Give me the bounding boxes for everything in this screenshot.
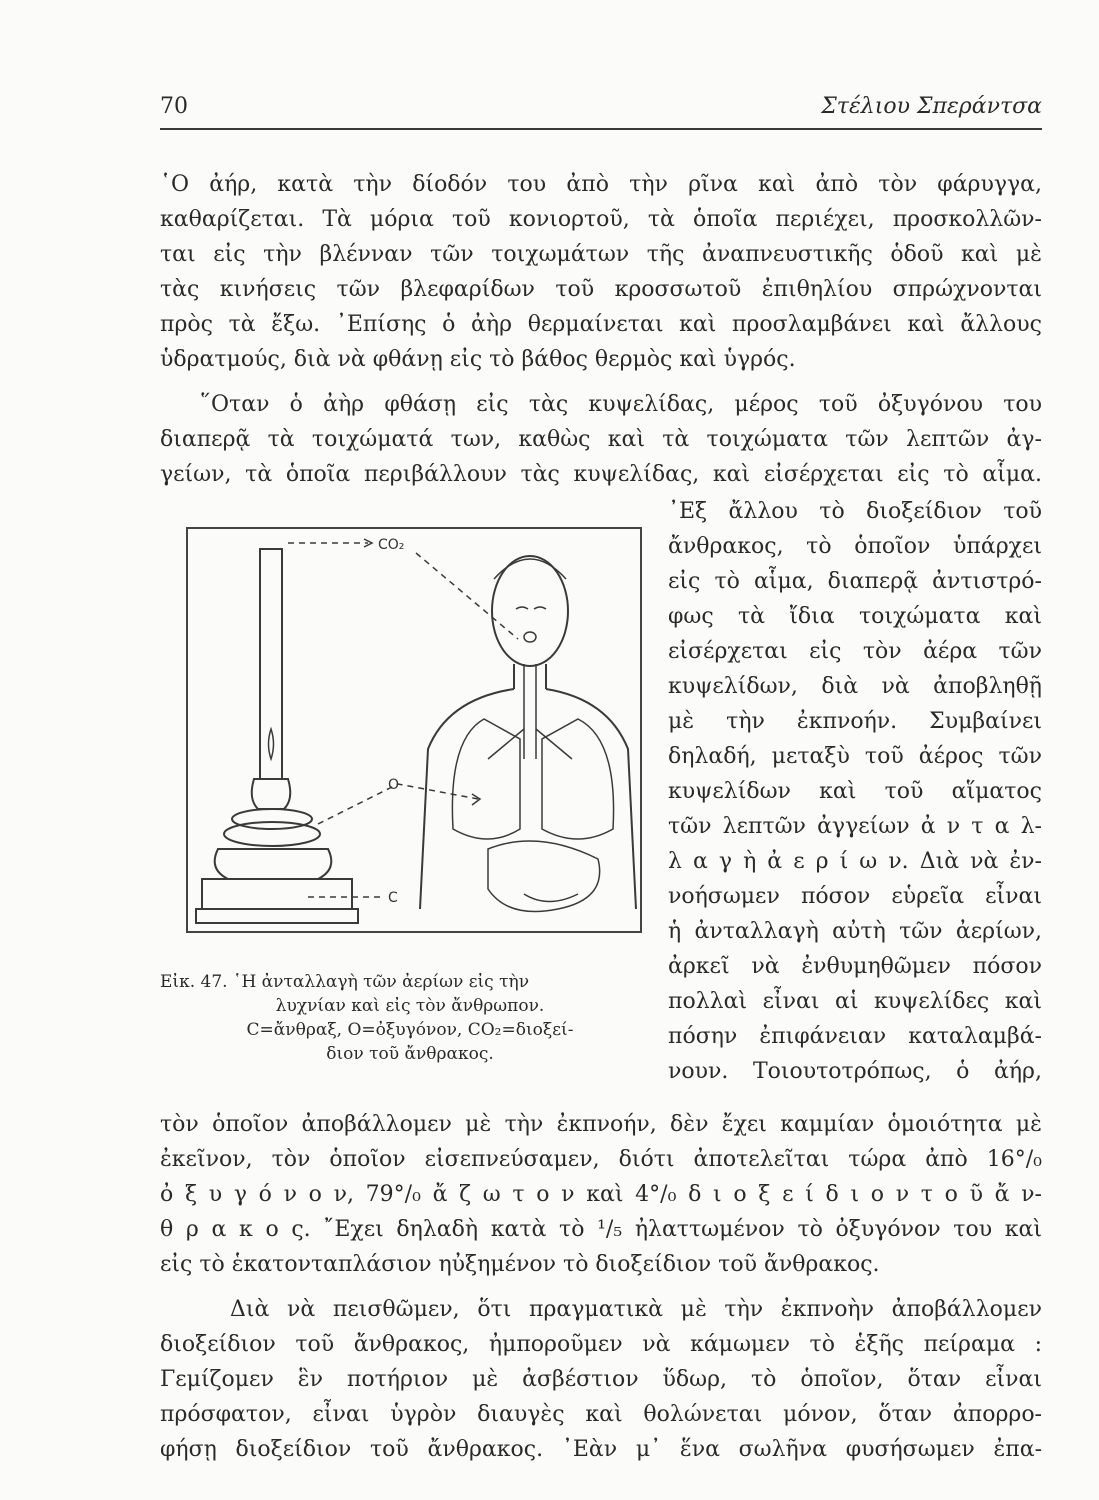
figure-illustration xyxy=(188,529,640,931)
text-line: εἰς τὸ αἷμα, διαπερᾷ ἀντιστρό- xyxy=(668,569,1042,594)
text-line: καθαρίζεται. Τὰ μόρια τοῦ κονιορτοῦ, τὰ ὁποῖα περιέχει, προσκολλῶν- xyxy=(160,207,1042,232)
caption-line: λυχνίαν καὶ εἰς τὸν ἄνθρωπον. xyxy=(275,996,545,1016)
figure-caption xyxy=(160,970,660,1066)
text-line: κυψελίδων, διὰ νὰ ἀποβληθῇ xyxy=(668,674,1042,699)
text-line: ἄνθρακος, τὸ ὁποῖον ὑπάρχει xyxy=(668,534,1042,559)
text-line: φως τὰ ἴδια τοιχώματα καὶ xyxy=(668,604,1042,629)
page-header xyxy=(160,92,1042,130)
text-line: διαπερᾷ τὰ τοιχώματά των, καθὼς καὶ τὰ τοιχώματα τῶν λεπτῶν ἀγ- xyxy=(160,427,1042,452)
text-line: θ ρ α κ ο ς. ῎Εχει δηλαδὴ κατὰ τὸ ¹/₅ ἠλαττωμένον τὸ ὀξυγόνον του καὶ xyxy=(160,1217,1042,1242)
human-bust-icon xyxy=(420,556,636,912)
text-line: πρόσφατον, εἶναι ὑγρὸν διαυγὲς καὶ θολώνεται μόνον, ὅταν ἀπορρο- xyxy=(160,1402,1042,1427)
text-line: ᾿Εξ ἄλλου τὸ διοξείδιον τοῦ xyxy=(668,499,1042,524)
text-line: πολλαὶ εἶναι αἱ κυψελίδες καὶ xyxy=(668,989,1042,1014)
text-line: ὑδρατμούς, διὰ νὰ φθάνῃ εἰς τὸ βάθος θερμὸς καὶ ὑγρός. xyxy=(160,347,796,372)
text-line: Γεμίζομεν ἓν ποτήριον μὲ ἀσβέστιον ὕδωρ, τὸ ὁποῖον, ὅταν εἶναι xyxy=(160,1367,1042,1392)
text-line: ἡ ἀνταλλαγὴ αὐτὴ τῶν ἀερίων, xyxy=(668,919,1042,944)
text-line: πόσην ἐπιφάνειαν καταλαμβά- xyxy=(668,1024,1042,1049)
text-line: εἰς τὸ ἑκατονταπλάσιον ηὐξημένον τὸ διοξείδιον τοῦ ἄνθρακος. xyxy=(160,1252,880,1277)
text-line: εἰσέρχεται εἰς τὸν ἀέρα τῶν xyxy=(668,639,1042,664)
text-line: ῞Οταν ὁ ἀὴρ φθάσῃ εἰς τὰς κυψελίδας, μέρος τοῦ ὀξυγόνου του xyxy=(200,392,1042,417)
lamp-icon xyxy=(196,549,358,923)
text-line: ται εἰς τὴν βλένναν τῶν τοιχωμάτων τῆς ἀναπνευστικῆς ὁδοῦ καὶ μὲ xyxy=(160,242,1042,267)
text-line: ῾Ο ἀήρ, κατὰ τὴν δίοδόν του ἀπὸ τὴν ρῖνα καὶ ἀπὸ τὸν φάρυγγα, xyxy=(160,172,1042,197)
carbon-label: C xyxy=(388,890,398,906)
caption-line: Εἰκ. 47. ῾Η ἀνταλλαγὴ τῶν ἀερίων εἰς τὴν xyxy=(160,972,530,992)
text-line: γείων, τὰ ὁποῖα περιβάλλουν τὰς κυψελίδας, καὶ εἰσέρχεται εἰς τὸ αἷμα. xyxy=(160,462,1042,487)
text-line: πρὸς τὰ ἔξω. ᾿Επίσης ὁ ἀὴρ θερμαίνεται καὶ προσλαμβάνει καὶ ἄλλους xyxy=(160,312,1042,337)
text-line: ὀ ξ υ γ ό ν ο ν, 79°/₀ ἄ ζ ω τ ο ν καὶ 4°/₀ δ ι ο ξ ε ί δ ι ο ν τ ο ῦ ἄ ν- xyxy=(160,1182,1042,1207)
text-line: ἀρκεῖ νὰ ἐνθυμηθῶμεν πόσον xyxy=(668,954,1042,979)
text-line: ἐκεῖνον, τὸν ὁποῖον εἰσεπνεύσαμεν, διότι ἀποτελεῖται τώρα ἀπὸ 16°/₀ xyxy=(160,1147,1042,1172)
page-number: 70 xyxy=(160,94,188,119)
text-line: τῶν λεπτῶν ἀγγείων ἀ ν τ α λ- xyxy=(668,814,1042,839)
co2-label: CO₂ xyxy=(378,537,405,553)
text-line: τὰς κινήσεις τῶν βλεφαρίδων τοῦ κροσσωτοῦ ἐπιθηλίου σπρώχνονται xyxy=(160,277,1042,302)
text-line: νοήσωμεν πόσον εὑρεῖα εἶναι xyxy=(668,884,1042,909)
text-line: τὸν ὁποῖον ἀποβάλλομεν μὲ τὴν ἐκπνοήν, δὲν ἔχει καμμίαν ὁμοιότητα μὲ xyxy=(160,1112,1042,1137)
text-line: λ α γ ὴ ἀ ε ρ ί ω ν. Διὰ νὰ ἐν- xyxy=(668,849,1042,874)
oxygen-label: O xyxy=(388,777,400,793)
text-line: Διὰ νὰ πεισθῶμεν, ὅτι πραγματικὰ μὲ τὴν ἐκπνοὴν ἀποβάλλομεν xyxy=(230,1297,1042,1322)
caption-line: C=ἄνθραξ, O=ὀξυγόνον, CO₂=διοξεί- xyxy=(246,1020,574,1040)
text-line: δηλαδή, μεταξὺ τοῦ ἀέρος τῶν xyxy=(668,744,1042,769)
caption-line: διον τοῦ ἄνθρακος. xyxy=(326,1044,494,1064)
text-line: μὲ τὴν ἐκπνοήν. Συμβαίνει xyxy=(668,709,1042,734)
text-line: φήσῃ διοξείδιον τοῦ ἄνθρακος. ᾿Εὰν μ᾿ ἕνα σωλῆνα φυσήσωμεν ἐπα- xyxy=(160,1437,1042,1462)
figure-47 xyxy=(186,527,642,933)
running-title: Στέλιου Σπεράντσα xyxy=(821,94,1042,119)
text-line: διοξείδιον τοῦ ἄνθρακος, ἠμποροῦμεν νὰ κάμωμεν τὸ ἑξῆς πείραμα : xyxy=(160,1332,1042,1357)
text-line: νουν. Τοιουτοτρόπως, ὁ ἀήρ, xyxy=(668,1059,1042,1084)
text-line: κυψελίδων καὶ τοῦ αἵματος xyxy=(668,779,1042,804)
